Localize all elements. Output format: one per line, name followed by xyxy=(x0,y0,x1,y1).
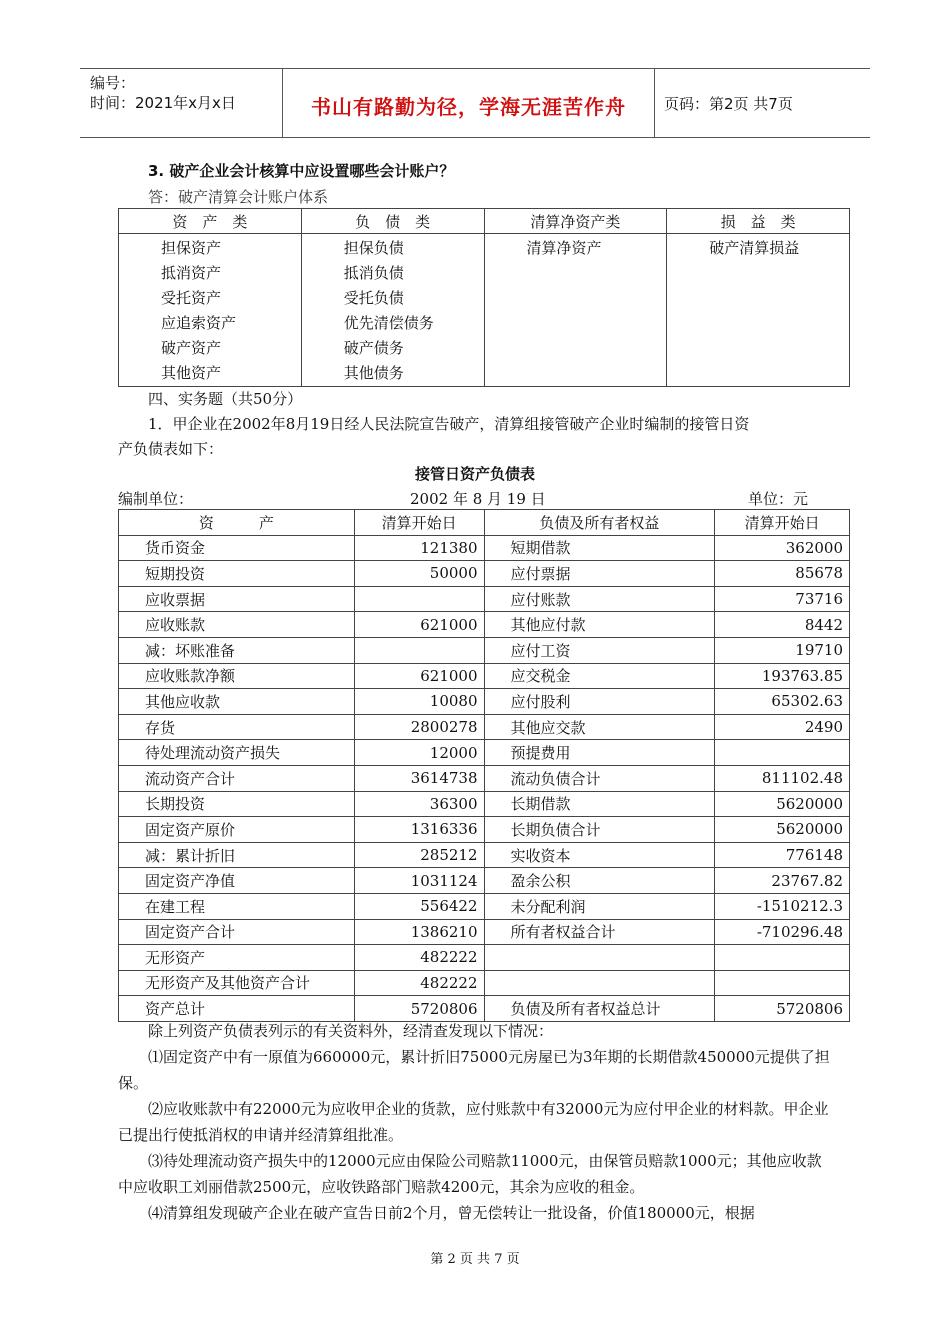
liability-name-cell: 短期借款 xyxy=(484,535,715,561)
list-item: 受托负债 xyxy=(343,289,404,307)
column-header-assets: 资 产 类 xyxy=(119,209,302,234)
liability-value-cell: 85678 xyxy=(715,561,850,587)
liability-name-cell xyxy=(484,970,715,996)
list-item: 抵消负债 xyxy=(343,264,404,282)
section-4-title: 四、实务题（共50分） xyxy=(148,390,303,408)
unit-label: 单位：元 xyxy=(748,490,809,508)
asset-name-cell: 货币资金 xyxy=(119,535,355,561)
asset-name-cell: 应收账款 xyxy=(119,612,355,638)
liability-name-cell: 预提费用 xyxy=(484,740,715,766)
liability-value-cell: 65302.63 xyxy=(715,689,850,715)
asset-value-cell: 3614738 xyxy=(354,765,484,791)
liability-value-cell: 811102.48 xyxy=(715,765,850,791)
list-item: 破产清算损益 xyxy=(709,239,800,257)
asset-name-cell: 待处理流动资产损失 xyxy=(119,740,355,766)
liability-name-cell: 应付账款 xyxy=(484,586,715,612)
liability-name-cell: 应交税金 xyxy=(484,663,715,689)
table-row xyxy=(119,970,850,996)
liability-value-cell: 73716 xyxy=(715,586,850,612)
balance-sheet-date: 2002 年 8 月 19 日 xyxy=(410,490,546,508)
account-system-table xyxy=(118,208,850,387)
table-row xyxy=(119,663,850,689)
table-row xyxy=(119,535,850,561)
liability-value-cell: 362000 xyxy=(715,535,850,561)
liability-value-cell: 23767.82 xyxy=(715,868,850,894)
asset-name-cell: 固定资产合计 xyxy=(119,919,355,945)
liability-name-cell: 盈余公积 xyxy=(484,868,715,894)
document-number: 编号： xyxy=(90,74,136,92)
page-footer: 第 2 页 共 7 页 xyxy=(430,1252,520,1267)
liability-name-cell: 所有者权益合计 xyxy=(484,919,715,945)
document-date: 时间：2021年x月x日 xyxy=(90,94,236,112)
column-header: 清算开始日 xyxy=(715,510,850,536)
list-item: 应追索资产 xyxy=(161,314,237,332)
asset-name-cell: 资产总计 xyxy=(119,996,355,1022)
table-row xyxy=(119,765,850,791)
asset-value-cell: 50000 xyxy=(354,561,484,587)
asset-value-cell xyxy=(354,586,484,612)
balance-sheet-title: 接管日资产负债表 xyxy=(414,465,535,483)
list-item: 抵消资产 xyxy=(161,264,222,282)
problem-1-text-cont: 产负债表如下： xyxy=(118,440,224,458)
table-header-row xyxy=(119,510,850,536)
balance-sheet-table xyxy=(118,509,850,1022)
note-3: ⑶待处理流动资产损失中的12000元应由保险公司赔款11000元，由保管员赔款1000元；其他应收款中应收职工刘丽借款2500元，应收铁路部门赔款4200元，其余为应收的租金。 xyxy=(118,1152,822,1196)
asset-name-cell: 减：累计折旧 xyxy=(119,842,355,868)
question-3-answer: 答：破产清算会计账户体系 xyxy=(148,188,329,206)
asset-value-cell: 2800278 xyxy=(354,714,484,740)
asset-name-cell: 减：坏账准备 xyxy=(119,637,355,663)
liability-name-cell: 其他应付款 xyxy=(484,612,715,638)
column-header: 负债及所有者权益 xyxy=(484,510,715,536)
asset-value-cell: 1031124 xyxy=(354,868,484,894)
asset-value-cell: 482222 xyxy=(354,945,484,971)
list-item: 优先清偿债务 xyxy=(343,314,434,332)
asset-name-cell: 短期投资 xyxy=(119,561,355,587)
asset-value-cell: 556422 xyxy=(354,893,484,919)
liability-value-cell: 19710 xyxy=(715,637,850,663)
notes-intro: 除上列资产负债表列示的有关资料外，经清查发现以下情况： xyxy=(148,1022,554,1040)
assets-column xyxy=(119,234,302,387)
liability-value-cell: 5720806 xyxy=(715,996,850,1022)
table-row xyxy=(119,689,850,715)
problem-1-text: 1．甲企业在2002年8月19日经人民法院宣告破产，清算组接管破产企业时编制的接管日资 xyxy=(148,415,750,433)
liability-name-cell: 实收资本 xyxy=(484,842,715,868)
page-header xyxy=(80,68,870,138)
table-row xyxy=(119,842,850,868)
column-header: 资 产 xyxy=(119,510,355,536)
header-motto: 书山有路勤为径，学海无涯苦作舟 xyxy=(311,95,626,119)
list-item: 其他资产 xyxy=(161,364,222,382)
asset-name-cell: 其他应收款 xyxy=(119,689,355,715)
column-header-net-assets: 清算净资产类 xyxy=(484,209,667,234)
liability-name-cell xyxy=(484,945,715,971)
liability-name-cell: 负债及所有者权益总计 xyxy=(484,996,715,1022)
table-row xyxy=(119,868,850,894)
header-divider xyxy=(654,69,655,137)
list-item: 清算净资产 xyxy=(526,239,602,257)
asset-value-cell: 121380 xyxy=(354,535,484,561)
liability-value-cell: 776148 xyxy=(715,842,850,868)
asset-value-cell: 12000 xyxy=(354,740,484,766)
profit-loss-column xyxy=(667,234,850,387)
liability-name-cell: 其他应交款 xyxy=(484,714,715,740)
column-header: 清算开始日 xyxy=(354,510,484,536)
list-item: 破产资产 xyxy=(161,339,222,357)
asset-name-cell: 长期投资 xyxy=(119,791,355,817)
list-item: 担保负债 xyxy=(343,239,404,257)
list-item: 其他债务 xyxy=(343,364,404,382)
asset-value-cell: 621000 xyxy=(354,612,484,638)
header-page-info: 页码：第2页 共7页 xyxy=(664,95,793,113)
liability-name-cell: 长期借款 xyxy=(484,791,715,817)
table-row xyxy=(119,586,850,612)
asset-value-cell: 1316336 xyxy=(354,817,484,843)
liability-value-cell: 193763.85 xyxy=(715,663,850,689)
asset-value-cell xyxy=(354,637,484,663)
table-row xyxy=(119,945,850,971)
liability-name-cell: 应付工资 xyxy=(484,637,715,663)
liability-value-cell xyxy=(715,740,850,766)
liability-value-cell: -1510212.3 xyxy=(715,893,850,919)
table-row xyxy=(119,637,850,663)
question-3-title: 3. 破产企业会计核算中应设置哪些会计账户？ xyxy=(148,162,455,180)
header-meta xyxy=(90,73,236,113)
liability-value-cell: 8442 xyxy=(715,612,850,638)
table-row xyxy=(119,791,850,817)
table-row xyxy=(119,740,850,766)
column-header-profit-loss: 损 益 类 xyxy=(667,209,850,234)
asset-name-cell: 无形资产及其他资产合计 xyxy=(119,970,355,996)
liability-value-cell: 2490 xyxy=(715,714,850,740)
note-4: ⑷清算组发现破产企业在破产宣告日前2个月，曾无偿转让一批设备，价值180000元，根据 xyxy=(148,1204,755,1222)
liability-value-cell: 5620000 xyxy=(715,817,850,843)
asset-name-cell: 应收票据 xyxy=(119,586,355,612)
asset-name-cell: 固定资产净值 xyxy=(119,868,355,894)
asset-name-cell: 无形资产 xyxy=(119,945,355,971)
asset-value-cell: 1386210 xyxy=(354,919,484,945)
asset-value-cell: 482222 xyxy=(354,970,484,996)
liability-name-cell: 长期负债合计 xyxy=(484,817,715,843)
table-row xyxy=(119,714,850,740)
liability-name-cell: 应付票据 xyxy=(484,561,715,587)
liability-value-cell xyxy=(715,970,850,996)
liability-name-cell: 应付股利 xyxy=(484,689,715,715)
liability-value-cell: -710296.48 xyxy=(715,919,850,945)
asset-value-cell: 621000 xyxy=(354,663,484,689)
column-header-liabilities: 负 债 类 xyxy=(301,209,484,234)
liability-value-cell xyxy=(715,945,850,971)
asset-value-cell: 36300 xyxy=(354,791,484,817)
asset-value-cell: 10080 xyxy=(354,689,484,715)
list-item: 受托资产 xyxy=(161,289,222,307)
liability-value-cell: 5620000 xyxy=(715,791,850,817)
asset-value-cell: 5720806 xyxy=(354,996,484,1022)
asset-name-cell: 在建工程 xyxy=(119,893,355,919)
table-row xyxy=(119,919,850,945)
asset-name-cell: 存货 xyxy=(119,714,355,740)
net-assets-column xyxy=(484,234,667,387)
asset-name-cell: 流动资产合计 xyxy=(119,765,355,791)
asset-value-cell: 285212 xyxy=(354,842,484,868)
note-2: ⑵应收账款中有22000元为应收甲企业的货款，应付账款中有32000元为应付甲企业的材料款。甲企业已提出行使抵消权的申请并经清算组批准。 xyxy=(118,1100,829,1144)
table-row xyxy=(119,893,850,919)
table-row xyxy=(119,612,850,638)
list-item: 担保资产 xyxy=(161,239,222,257)
list-item: 破产债务 xyxy=(343,339,404,357)
liability-name-cell: 未分配利润 xyxy=(484,893,715,919)
liabilities-column xyxy=(301,234,484,387)
table-row xyxy=(119,817,850,843)
asset-name-cell: 固定资产原价 xyxy=(119,817,355,843)
table-row xyxy=(119,561,850,587)
liability-name-cell: 流动负债合计 xyxy=(484,765,715,791)
asset-name-cell: 应收账款净额 xyxy=(119,663,355,689)
note-1: ⑴固定资产中有一原值为660000元，累计折旧75000元房屋已为3年期的长期借款450000元提供了担保。 xyxy=(118,1048,830,1092)
prepared-by: 编制单位： xyxy=(118,490,194,508)
